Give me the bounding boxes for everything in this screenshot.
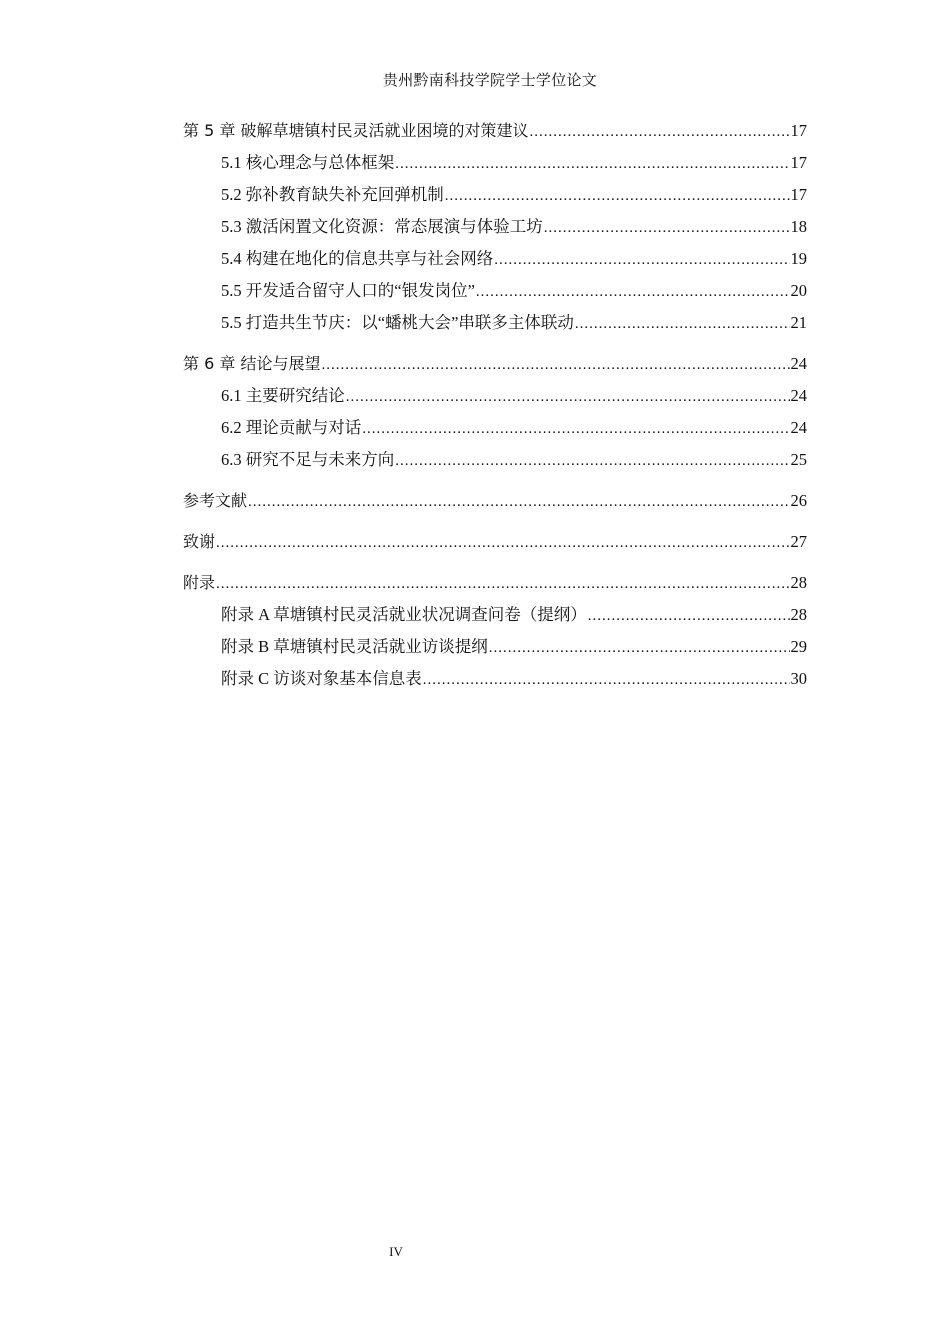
toc-entry-label: 附录 B 草塘镇村民灵活就业访谈提纲 bbox=[221, 637, 488, 656]
toc-entry-appendix[interactable] bbox=[183, 567, 807, 599]
toc-entry-page: 21 bbox=[790, 313, 807, 332]
toc-dot-leader bbox=[321, 349, 789, 381]
toc-entry-page: 30 bbox=[790, 669, 807, 688]
toc-entry-chapter-6[interactable] bbox=[183, 348, 807, 380]
toc-entry-label: 5.2 弥补教育缺失补充回弹机制 bbox=[221, 185, 444, 204]
toc-entry-references[interactable] bbox=[183, 485, 807, 517]
toc-dot-leader bbox=[395, 445, 789, 477]
toc-entry-page: 17 bbox=[790, 121, 807, 140]
toc-entry-label: 致谢 bbox=[183, 532, 216, 551]
toc-entry-page: 18 bbox=[790, 217, 807, 236]
toc-entry-6-1[interactable] bbox=[183, 380, 807, 412]
toc-entry-6-3[interactable] bbox=[183, 444, 807, 476]
toc-entry-label: 5.5 开发适合留守人口的“银发岗位” bbox=[221, 281, 475, 300]
toc-dot-leader bbox=[395, 148, 789, 180]
toc-entry-5-1[interactable] bbox=[183, 147, 807, 179]
toc-entry-page: 28 bbox=[790, 605, 807, 624]
page-header: 贵州黔南科技学院学士学位论文 bbox=[382, 73, 598, 89]
table-of-contents bbox=[183, 115, 807, 695]
toc-entry-page: 17 bbox=[790, 185, 807, 204]
toc-dot-leader bbox=[216, 568, 789, 600]
toc-entry-label: 5.1 核心理念与总体框架 bbox=[221, 153, 395, 172]
toc-entry-label: 第 5 章 破解草塘镇村民灵活就业困境的对策建议 bbox=[183, 121, 529, 140]
toc-dot-leader bbox=[575, 308, 790, 340]
toc-dot-leader bbox=[362, 413, 789, 445]
toc-entry-label: 附录 bbox=[183, 573, 216, 592]
toc-entry-6-2[interactable] bbox=[183, 412, 807, 444]
toc-entry-label: 6.3 研究不足与未来方向 bbox=[221, 450, 395, 469]
toc-entry-label: 5.4 构建在地化的信息共享与社会网络 bbox=[221, 249, 494, 268]
toc-entry-label: 6.1 主要研究结论 bbox=[221, 386, 345, 405]
toc-dot-leader bbox=[529, 116, 789, 148]
toc-entry-page: 25 bbox=[790, 450, 807, 469]
toc-dot-leader bbox=[216, 527, 789, 559]
toc-entry-appendix-a[interactable] bbox=[183, 599, 807, 631]
toc-entry-page: 24 bbox=[790, 354, 807, 373]
toc-entry-label: 第 6 章 结论与展望 bbox=[183, 354, 321, 373]
toc-entry-5-5a[interactable] bbox=[183, 275, 807, 307]
toc-dot-leader bbox=[489, 632, 790, 664]
toc-dot-leader bbox=[588, 600, 790, 632]
toc-entry-page: 29 bbox=[790, 637, 807, 656]
toc-entry-5-4[interactable] bbox=[183, 243, 807, 275]
toc-dot-leader bbox=[544, 212, 790, 244]
toc-entry-page: 27 bbox=[790, 532, 807, 551]
toc-entry-5-5b[interactable] bbox=[183, 307, 807, 339]
toc-entry-page: 28 bbox=[790, 573, 807, 592]
toc-entry-label: 6.2 理论贡献与对话 bbox=[221, 418, 362, 437]
toc-entry-5-3[interactable] bbox=[183, 211, 807, 243]
toc-entry-page: 20 bbox=[790, 281, 807, 300]
toc-entry-appendix-c[interactable] bbox=[183, 663, 807, 695]
toc-entry-5-2[interactable] bbox=[183, 179, 807, 211]
toc-dot-leader bbox=[476, 276, 790, 308]
toc-entry-appendix-b[interactable] bbox=[183, 631, 807, 663]
toc-entry-page: 19 bbox=[790, 249, 807, 268]
toc-dot-leader bbox=[248, 486, 789, 518]
toc-dot-leader bbox=[346, 381, 790, 413]
toc-entry-chapter-5[interactable] bbox=[183, 115, 807, 147]
toc-entry-page: 24 bbox=[790, 418, 807, 437]
toc-entry-label: 参考文献 bbox=[183, 491, 248, 510]
toc-entry-label: 附录 A 草塘镇村民灵活就业状况调查问卷（提纲） bbox=[221, 605, 587, 624]
toc-dot-leader bbox=[494, 244, 789, 276]
toc-dot-leader bbox=[423, 664, 790, 696]
toc-dot-leader bbox=[445, 180, 790, 212]
toc-entry-page: 17 bbox=[790, 153, 807, 172]
toc-entry-page: 26 bbox=[790, 491, 807, 510]
toc-entry-label: 5.5 打造共生节庆：以“蟠桃大会”串联多主体联动 bbox=[221, 313, 574, 332]
toc-entry-acknowledgements[interactable] bbox=[183, 526, 807, 558]
toc-entry-page: 24 bbox=[790, 386, 807, 405]
page-number: IV bbox=[389, 1244, 403, 1259]
toc-entry-label: 5.3 激活闲置文化资源：常态展演与体验工坊 bbox=[221, 217, 543, 236]
toc-entry-label: 附录 C 访谈对象基本信息表 bbox=[221, 669, 422, 688]
